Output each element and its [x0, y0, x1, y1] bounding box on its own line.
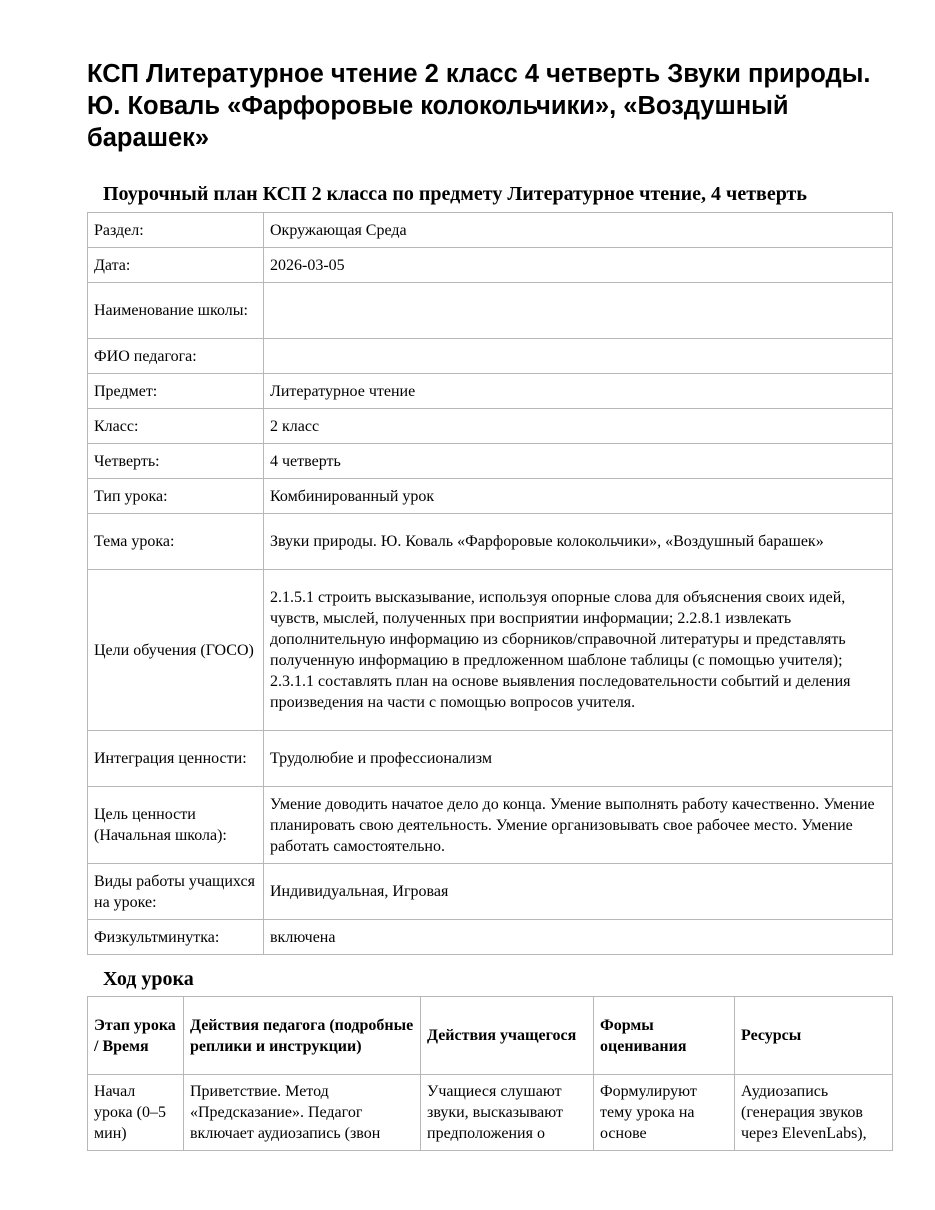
- info-row: [88, 479, 893, 514]
- info-label: Предмет:: [88, 374, 264, 409]
- lesson-cell: Начал урока (0–5 мин): [88, 1075, 184, 1151]
- lesson-column-header: Формы оценивания: [594, 997, 735, 1075]
- info-label: Четверть:: [88, 444, 264, 479]
- document-title: КСП Литературное чтение 2 класс 4 четверть Звуки природы. Ю. Коваль «Фарфоровые колокольчики», «Воздушный барашек»: [87, 60, 871, 152]
- info-value: Индивидуальная, Игровая: [264, 864, 893, 920]
- info-value: Окружающая Среда: [264, 213, 893, 248]
- info-row: [88, 283, 893, 339]
- lesson-column-header: Этап урока / Время: [88, 997, 184, 1075]
- lesson-cell: Аудиозапись (генерация звуков через ElevenLabs),: [735, 1075, 893, 1151]
- info-label: Дата:: [88, 248, 264, 283]
- lesson-column-header: Действия педагога (подробные реплики и инструкции): [184, 997, 421, 1075]
- info-row: [88, 514, 893, 570]
- info-row: [88, 787, 893, 864]
- info-label: Интеграция ценности:: [88, 731, 264, 787]
- lesson-column-header: Ресурсы: [735, 997, 893, 1075]
- info-label: Физкультминутка:: [88, 920, 264, 955]
- info-label: Наименование школы:: [88, 283, 264, 339]
- info-value: [264, 283, 893, 339]
- info-row: [88, 213, 893, 248]
- info-value: Умение доводить начатое дело до конца. Умение выполнять работу качественно. Умение планировать свою деятельность. Умение организовывать свое рабочее место. Умение работать самостоятельно.: [264, 787, 893, 864]
- lesson-cell: Формулируют тему урока на основе: [594, 1075, 735, 1151]
- progress-heading: Ход урока: [103, 968, 194, 990]
- info-label: Класс:: [88, 409, 264, 444]
- lesson-row: [88, 1075, 893, 1151]
- info-value: 4 четверть: [264, 444, 893, 479]
- lesson-cell: Учащиеся слушают звуки, высказывают предположения о: [421, 1075, 594, 1151]
- lesson-header-row: [88, 997, 893, 1075]
- info-value: 2.1.5.1 строить высказывание, используя опорные слова для объяснения своих идей, чувств, мыслей, полученных при восприятии информации; 2.2.8.1 извлекать дополнительную информацию из сборников/справочной литературы и представлять полученную информацию в предложенном шаблоне таблицы (с помощью учителя); 2.3.1.1 составлять план на основе выявления последовательности событий и деления произведения на части с помощью вопросов учителя.: [264, 570, 893, 731]
- info-label: ФИО педагога:: [88, 339, 264, 374]
- info-row: [88, 444, 893, 479]
- document-page: [87, 58, 893, 1151]
- info-row: [88, 409, 893, 444]
- info-row: [88, 374, 893, 409]
- info-row: [88, 248, 893, 283]
- info-value: [264, 339, 893, 374]
- info-row: [88, 920, 893, 955]
- info-value: Литературное чтение: [264, 374, 893, 409]
- info-value: 2026-03-05: [264, 248, 893, 283]
- plan-heading: Поурочный план КСП 2 класса по предмету Литературное чтение, 4 четверть: [103, 183, 807, 205]
- info-label: Виды работы учащихся на уроке:: [88, 864, 264, 920]
- info-row: [88, 731, 893, 787]
- lesson-cell: Приветствие. Метод «Предсказание». Педагог включает аудиозапись (звон: [184, 1075, 421, 1151]
- info-label: Раздел:: [88, 213, 264, 248]
- info-value: 2 класс: [264, 409, 893, 444]
- info-label: Тема урока:: [88, 514, 264, 570]
- info-row: [88, 864, 893, 920]
- info-row: [88, 339, 893, 374]
- info-value: Звуки природы. Ю. Коваль «Фарфоровые колокольчики», «Воздушный барашек»: [264, 514, 893, 570]
- lesson-info-table: [87, 212, 893, 955]
- info-label: Цель ценности (Начальная школа):: [88, 787, 264, 864]
- lesson-column-header: Действия учащегося: [421, 997, 594, 1075]
- info-row: [88, 570, 893, 731]
- info-value: включена: [264, 920, 893, 955]
- info-label: Цели обучения (ГОСО): [88, 570, 264, 731]
- info-value: Трудолюбие и профессионализм: [264, 731, 893, 787]
- info-value: Комбинированный урок: [264, 479, 893, 514]
- info-label: Тип урока:: [88, 479, 264, 514]
- lesson-progress-table: [87, 996, 893, 1151]
